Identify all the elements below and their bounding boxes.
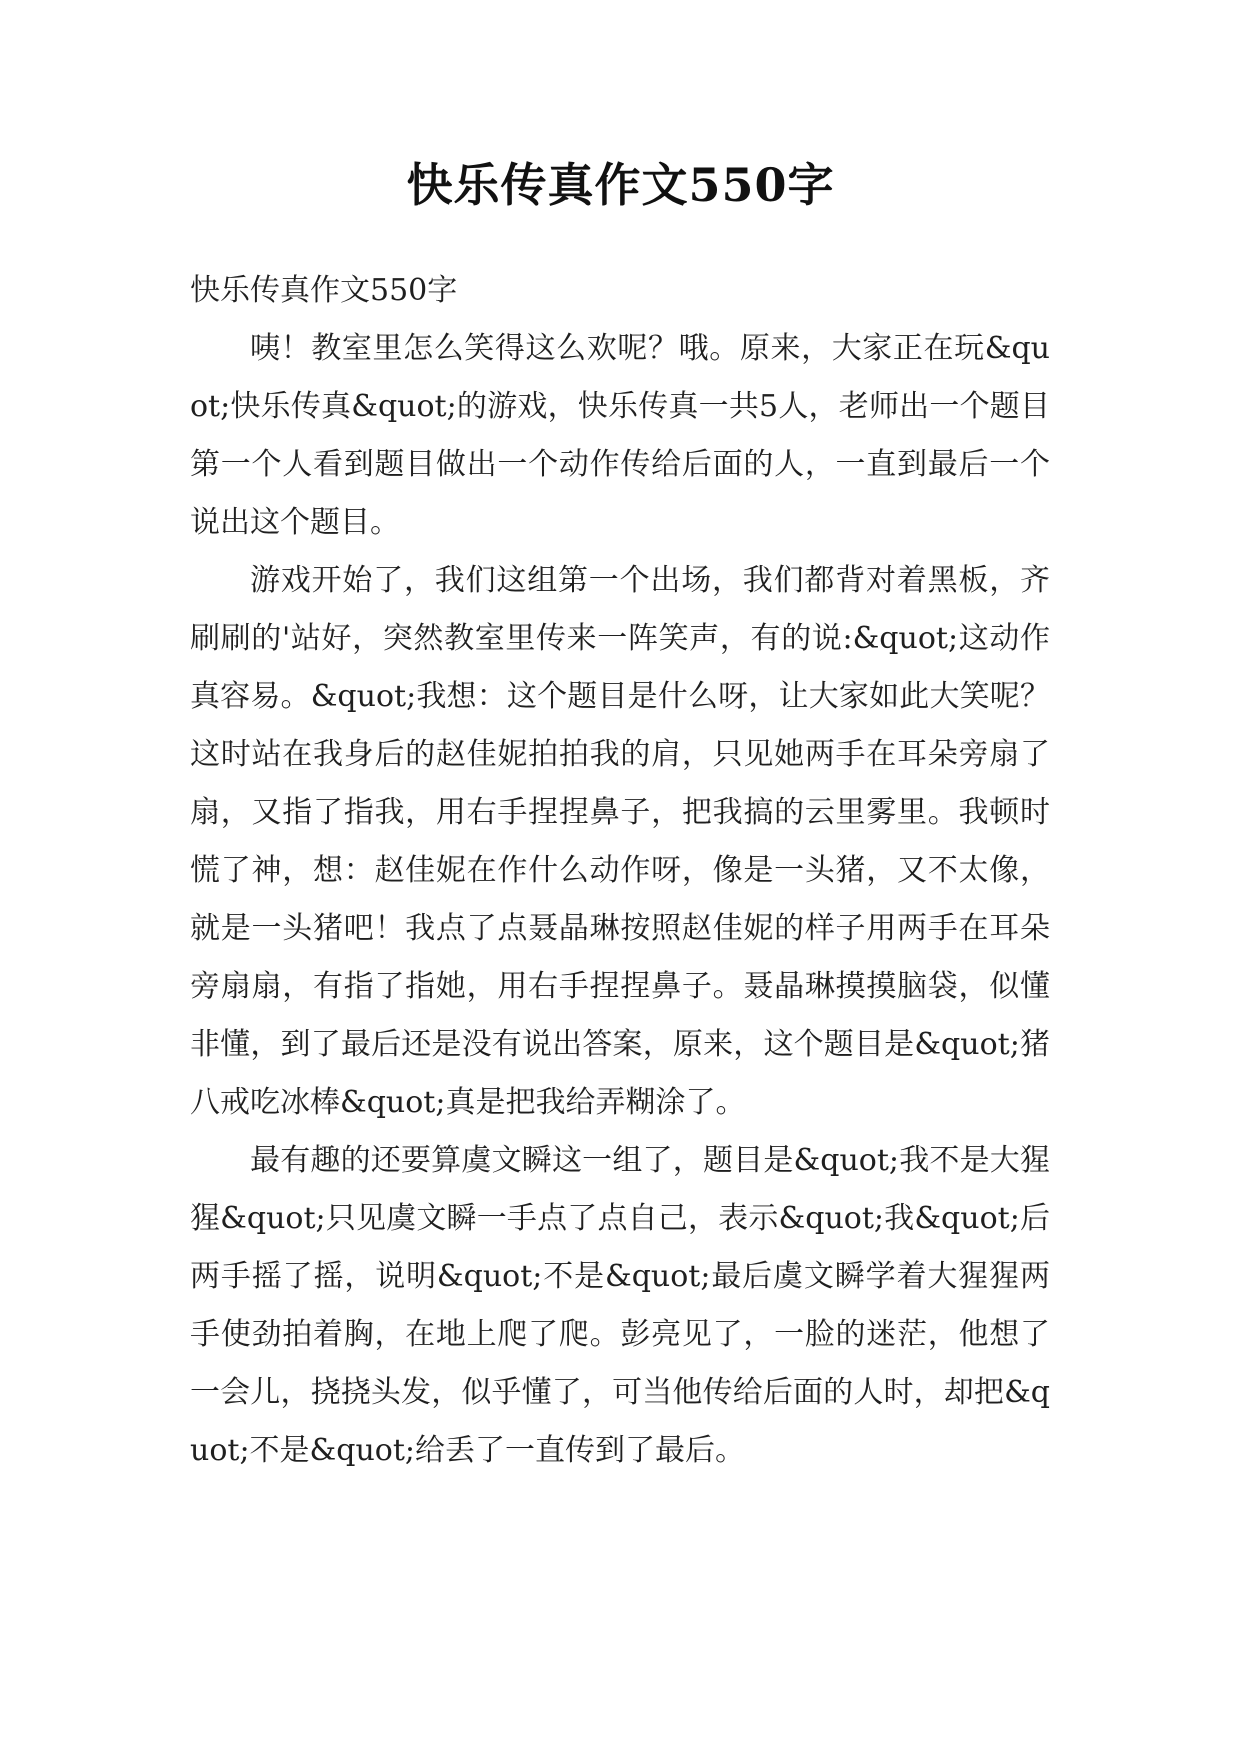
document-body xyxy=(190,262,1050,1480)
paragraph-2: 游戏开始了，我们这组第一个出场，我们都背对着黑板，齐刷刷的'站好，突然教室里传来一阵笑声，有的说:&quot;这动作真容易。&quot;我想：这个题目是什么呀，让大家如此大笑呢？这时站在我身后的赵佳妮拍拍我的肩，只见她两手在耳朵旁扇了扇，又指了指我，用右手捏捏鼻子，把我搞的云里雾里。我顿时慌了神，想：赵佳妮在作什么动作呀，像是一头猪，又不太像，就是一头猪吧！我点了点聂晶琳按照赵佳妮的样子用两手在耳朵旁扇扇，有指了指她，用右手捏捏鼻子。聂晶琳摸摸脑袋，似懂非懂，到了最后还是没有说出答案，原来，这个题目是&quot;猪八戒吃冰棒&quot;真是把我给弄糊涂了。 xyxy=(190,563,1050,1120)
document-subtitle: 快乐传真作文550字 xyxy=(190,273,458,308)
paragraph-1: 咦！教室里怎么笑得这么欢呢？哦。原来，大家正在玩&quot;快乐传真&quot;的游戏，快乐传真一共5人，老师出一个题目第一个人看到题目做出一个动作传给后面的人，一直到最后一个说出这个题目。 xyxy=(190,331,1050,540)
document-title: 快乐传真作文550字 xyxy=(406,158,835,212)
paragraph-3: 最有趣的还要算虞文瞬这一组了，题目是&quot;我不是大猩猩&quot;只见虞文瞬一手点了点自己，表示&quot;我&quot;后两手摇了摇，说明&quot;不是&quot;最后虞文瞬学着大猩猩两手使劲拍着胸，在地上爬了爬。彭亮见了，一脸的迷茫，他想了一会儿，挠挠头发，似乎懂了，可当他传给后面的人时，却把&quot;不是&quot;给丢了一直传到了最后。 xyxy=(190,1143,1050,1468)
